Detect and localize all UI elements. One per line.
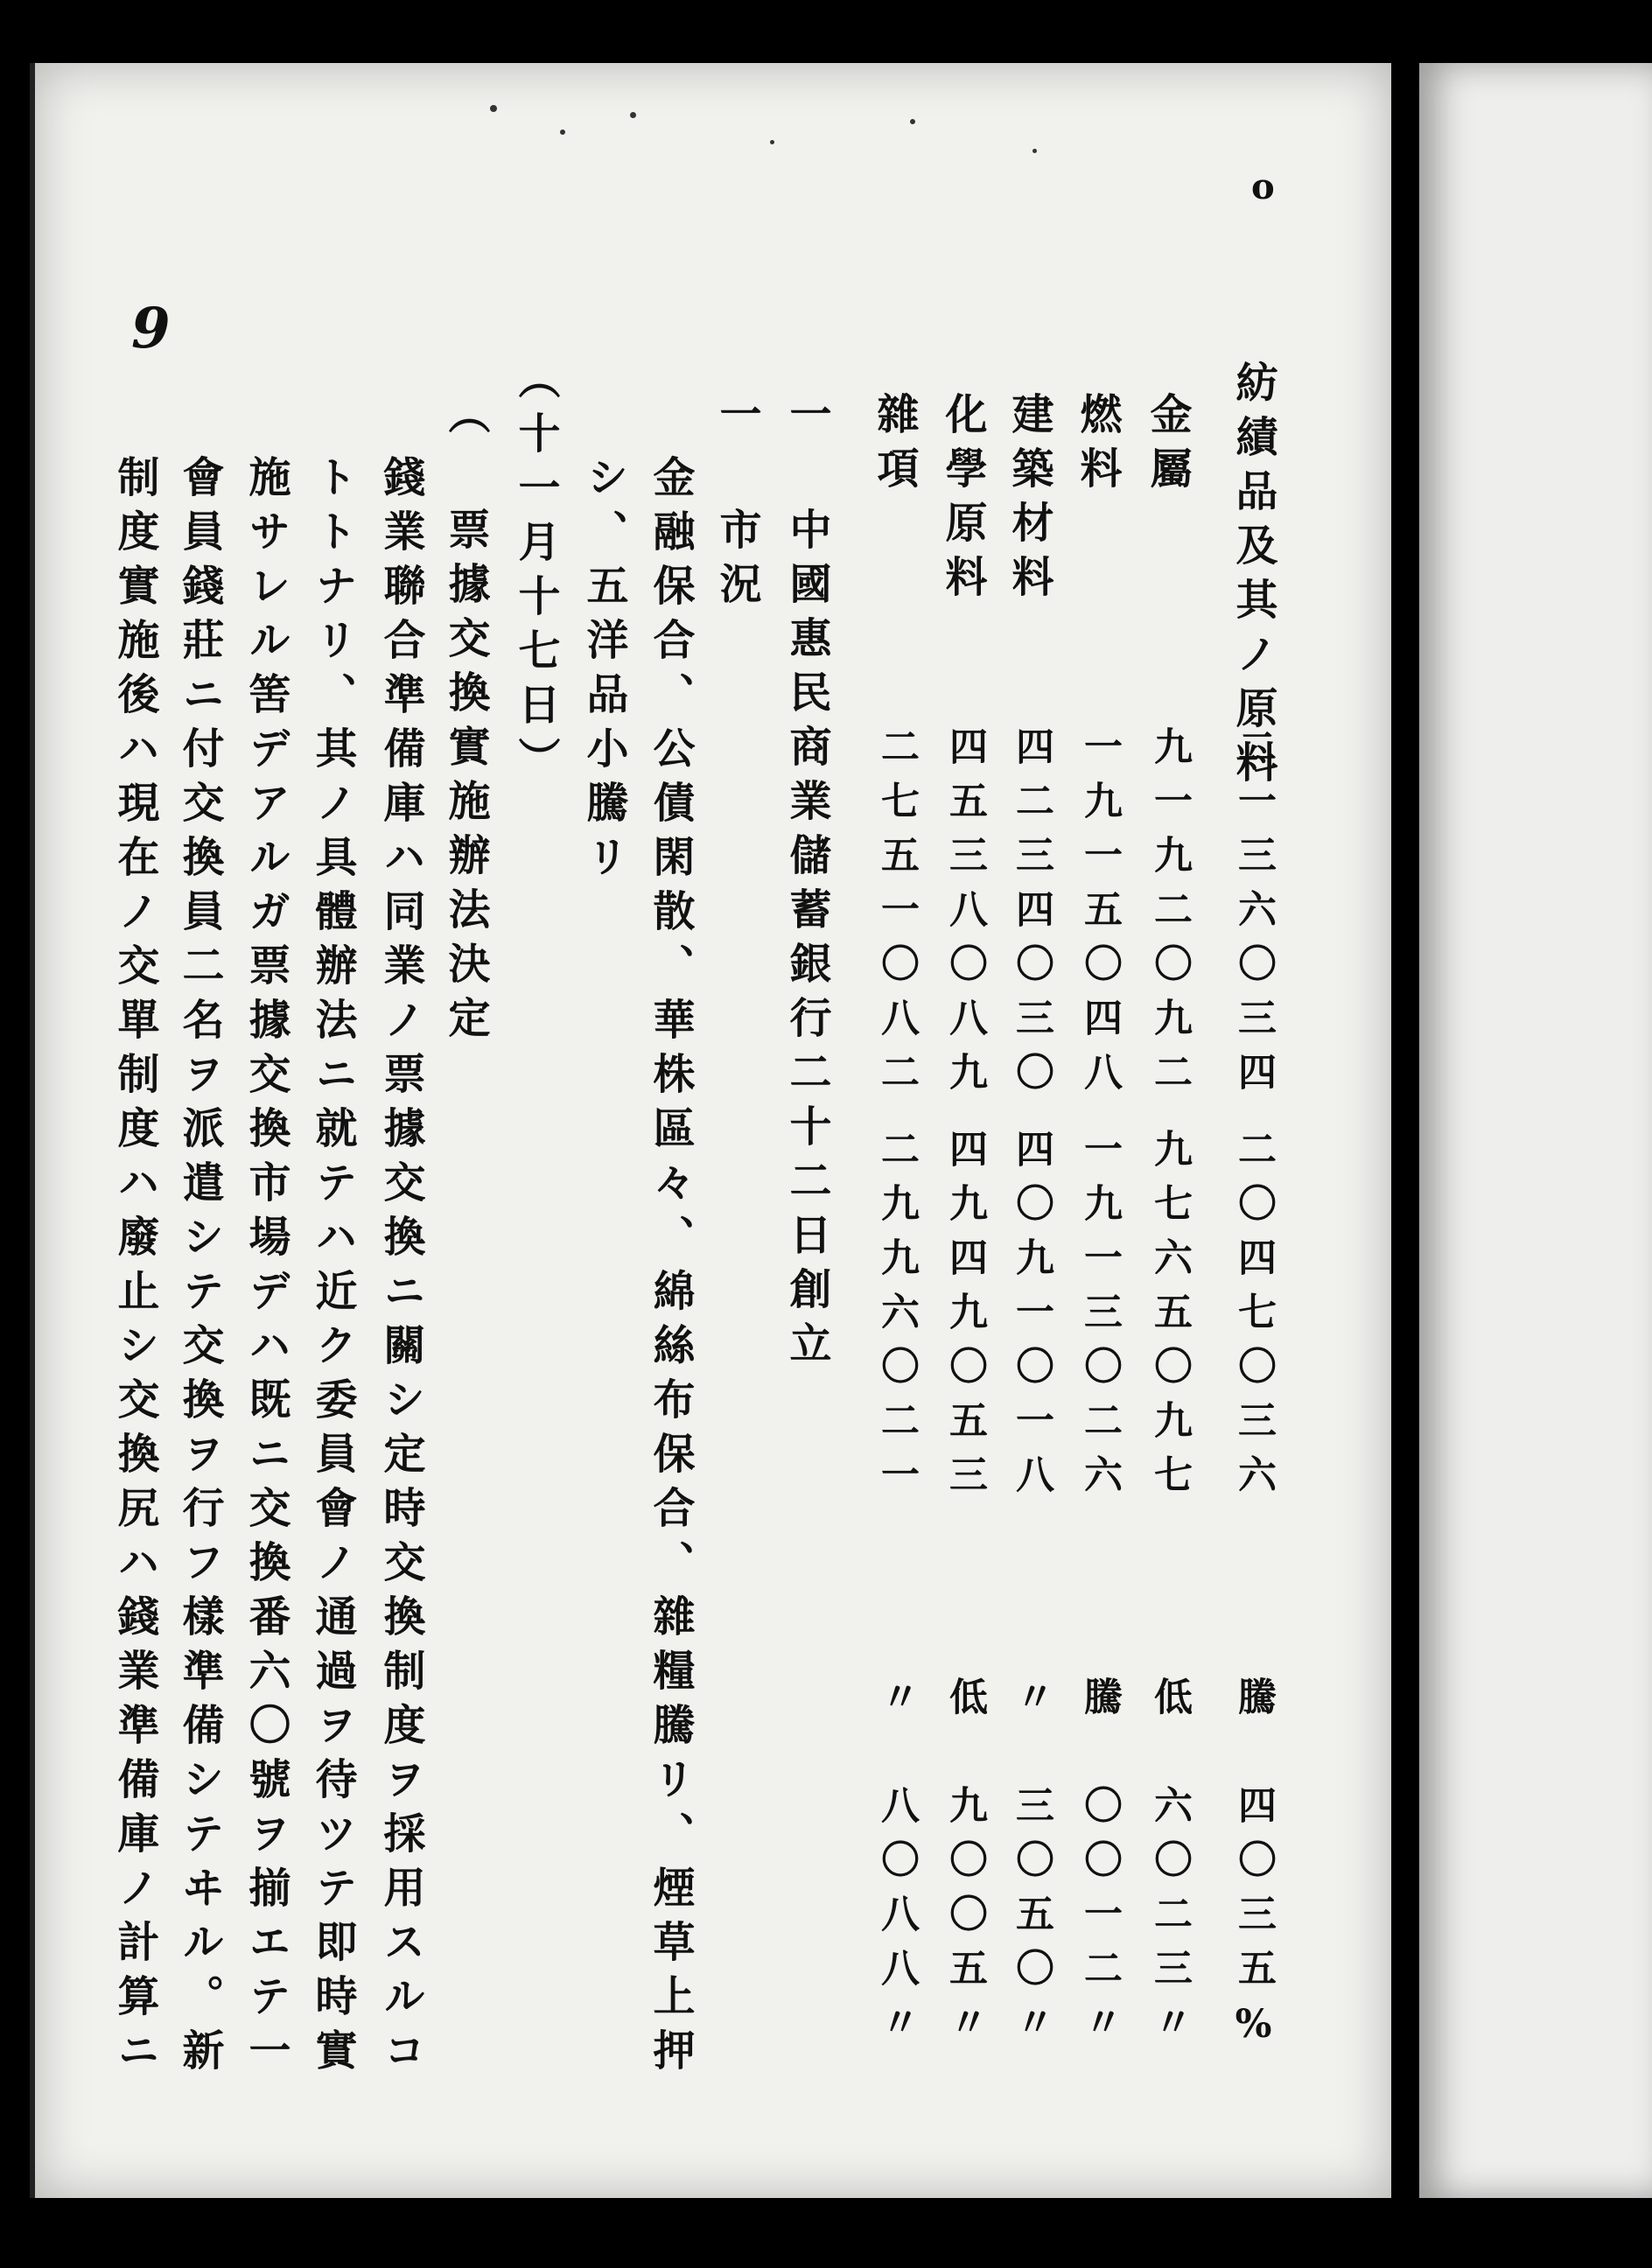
paragraph-line: トトナリ、其ノ具體辦法ニ就テハ近ク委員會ノ通過ヲ待ツテ即時實: [308, 455, 357, 2082]
bank-founding-item: 一 中國惠民商業儲蓄銀行二十二日創立: [782, 392, 831, 1376]
corner-mark: o: [1251, 166, 1275, 207]
row-value-a: 一九一五〇四八: [1077, 726, 1122, 1106]
row-percent: 四〇三五%: [1231, 1785, 1276, 2062]
market-text: シ、五洋品小騰リ: [579, 455, 628, 889]
row-label: 燃料: [1073, 392, 1122, 500]
row-change: 低: [1147, 1676, 1192, 1731]
row-percent: 六〇二三〃: [1147, 1785, 1192, 2056]
paragraph-line: 錢業聯合準備庫ハ同業ノ票據交換ニ關シ定時交換制度ヲ採用スルコ: [376, 455, 425, 2082]
paragraph-line: 施サレル筈デアルガ票據交換市場デハ既ニ交換番六〇號ヲ揃エテ一: [242, 455, 290, 2082]
row-change: 〃: [874, 1676, 919, 1731]
row-value-a: 四二三四〇三〇: [1009, 726, 1054, 1106]
row-label: 化學原料: [938, 392, 987, 609]
paragraph-line: 會員錢莊ニ付交換員二名ヲ派遣シテ交換ヲ行フ樣準備シテヰル。新: [175, 455, 224, 2082]
row-label: 建築材料: [1004, 392, 1054, 609]
row-percent: 九〇〇五〃: [942, 1785, 987, 2056]
row-label: 金屬: [1143, 392, 1192, 500]
print-speck: [770, 140, 774, 144]
market-heading: 一 市況: [712, 392, 761, 616]
row-value-a: 九一九二〇九二: [1147, 726, 1192, 1106]
paragraph-line: 制度實施後ハ現在ノ交單制度ハ廢止シ交換尻ハ錢業準備庫ノ計算ニ: [110, 455, 159, 2082]
print-speck: [1032, 149, 1037, 153]
row-change: 騰: [1231, 1676, 1276, 1731]
row-value-b: 四九四九〇五三: [942, 1129, 987, 1508]
row-label: 雜項: [870, 392, 919, 500]
row-label: 紡績品及其ノ原料: [1228, 360, 1278, 794]
row-change: 低: [942, 1676, 987, 1731]
row-value-b: 一九一三〇二六: [1077, 1129, 1122, 1508]
page-number: 9: [131, 296, 171, 361]
row-value-b: 九七六五〇九七: [1147, 1129, 1192, 1508]
row-value-a: 二七五一〇八二: [874, 726, 919, 1106]
row-value-b: 四〇九一〇一八: [1009, 1129, 1054, 1508]
market-text: 金融保合、公債閑散、華株區々、綿絲布保合、雜糧騰リ、煙草上押: [646, 455, 695, 2082]
print-speck: [910, 119, 915, 124]
facing-page-edge: [1419, 63, 1652, 2198]
row-value-b: 二〇四七〇三六: [1231, 1129, 1276, 1508]
row-percent: 三〇五〇〃: [1009, 1785, 1054, 2056]
report-date: （十一月十七日）: [511, 357, 560, 791]
row-value-a: 四五三八〇八九: [942, 726, 987, 1106]
clearing-heading: （ 票據交換實施辦法決定: [441, 392, 490, 1050]
print-speck: [630, 112, 636, 118]
row-change: 〃: [1009, 1676, 1054, 1731]
row-change: 騰: [1077, 1676, 1122, 1731]
print-speck: [490, 105, 497, 112]
row-value-b: 二九九六〇二一: [874, 1129, 919, 1508]
row-percent: 〇〇一二〃: [1077, 1785, 1122, 2056]
row-percent: 八〇八八〃: [874, 1785, 919, 2056]
row-value-a: 二一三六〇三四: [1231, 726, 1276, 1106]
print-speck: [560, 130, 565, 135]
